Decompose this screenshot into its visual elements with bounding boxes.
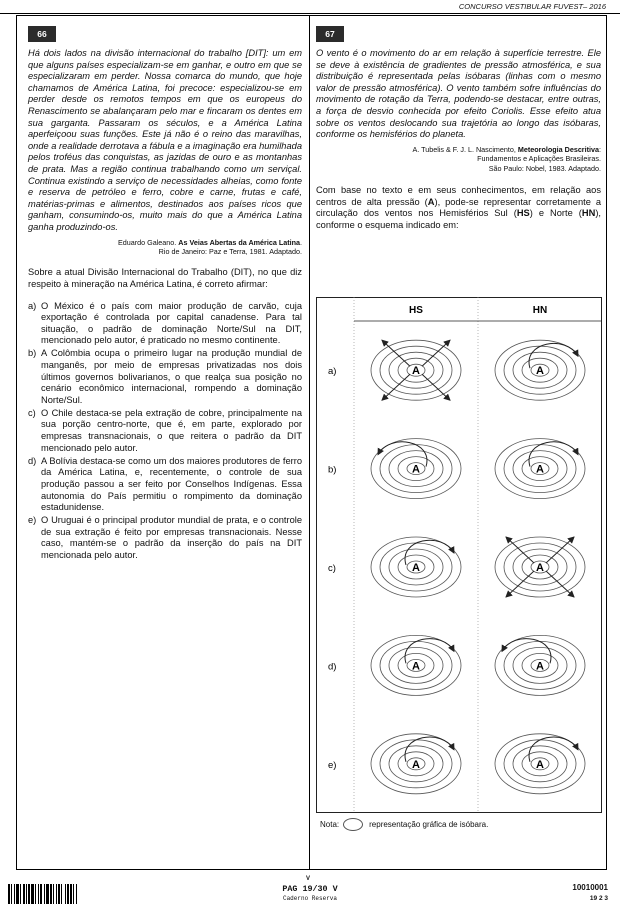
- option-letter: d): [28, 455, 37, 466]
- row-label: b): [328, 464, 337, 476]
- option-letter: b): [28, 348, 37, 359]
- question-66: [28, 48, 302, 563]
- exam-subcode: 19 2 3: [589, 895, 608, 902]
- high-pressure-label: A: [536, 365, 544, 378]
- stem-hn: HN: [581, 208, 596, 219]
- q67-reference: A. Tubelis & F. J. L. Nascimento, Meteorologia Descritiva: Fundamentos e Aplicações Brasileiras. São Paulo: Nobel, 1983. Adaptado.: [412, 144, 601, 173]
- isobar-legend-icon: [343, 818, 363, 831]
- high-pressure-label: A: [536, 463, 544, 476]
- q66-options: [28, 301, 302, 562]
- high-pressure-label: A: [412, 660, 420, 673]
- q66-option-b: [28, 348, 302, 406]
- option-text: O Uruguai é o principal produtor mundial de prata, e o controle de sua extração é feito por empresas transnacionais. Nesse caso, mantém-se o padrão da inserção do país na DIT mencionada pelo autor.: [41, 515, 302, 560]
- column-header-hs: HS: [409, 305, 423, 316]
- high-pressure-label: A: [536, 660, 544, 673]
- stem-text: ), pode-se representar corretamente a circulação dos ventos nos Hemisférios Sul (: [316, 196, 601, 219]
- stem-text: ), conforme o esquema indicado em:: [316, 208, 601, 230]
- q66-ref-line2: Rio de Janeiro: Paz e Terra, 1981. Adaptado.: [158, 246, 302, 256]
- page-number: PAG 19/30 V: [282, 884, 338, 894]
- diagram-svg: [316, 297, 602, 813]
- column-divider: [309, 15, 310, 870]
- q66-ref-author: Eduardo Galeano.: [117, 237, 177, 247]
- row-label: e): [328, 759, 337, 771]
- question-66-number: 66: [28, 26, 56, 42]
- exam-code: 10010001: [572, 883, 608, 892]
- q67-stem: [316, 185, 601, 231]
- high-pressure-label: A: [536, 562, 544, 574]
- option-letter: a): [28, 300, 37, 311]
- header-rule: [0, 13, 620, 14]
- q66-option-e: [28, 515, 302, 561]
- q66-stem: Sobre a atual Divisão Internacional do Trabalho (DIT), no que diz respeito à mineração na América Latina, é correto afirmar:: [28, 267, 302, 289]
- caderno-label: Caderno Reserva: [282, 895, 337, 902]
- q66-option-c: [28, 408, 302, 454]
- q66-option-d: [28, 456, 302, 514]
- option-text: O Chile destaca-se pela extração de cobre, principalmente na sua porção centro-norte, que é, em parte, explorado por empresas transnacionais, o que reitera o padrão da DIT mencionado pelo autor.: [41, 407, 302, 453]
- high-pressure-label: A: [412, 365, 420, 378]
- high-pressure-label: A: [536, 758, 544, 771]
- row-label: d): [328, 661, 337, 673]
- high-pressure-label: A: [412, 562, 420, 574]
- q67-ref-title: Meteorologia Descritiva: [517, 144, 599, 154]
- note-label: Nota:: [320, 820, 340, 829]
- stem-text: Com base no texto e em seus conhecimentos, em relação aos centros de alta pressão (: [316, 184, 601, 207]
- stem-a: A: [427, 196, 435, 207]
- q66-quote: Há dois lados na divisão internacional do trabalho [DIT]: um em que alguns países especializam-se em ganhar, e outro em que se especializaram em perder. Nossa comarca do mundo, que hoje chamamos de América Latina, foi precoce: especializou-se em perder desde os remotos tempos em que os europeus do Renascimento se abalançaram pelo mar e fincaram os dentes em sua garganta. Passaram os séculos, e a América Latina aperfeiçoou suas funções. Este já não é o reino das maravilhas, onde a realidade derrotava a fábula e a imaginação era humilhada pelos troféus das conquistas, as jazidas de ouro e as montanhas de prata. Mas a região continua trabalhando como um serviçal. Continua existindo a serviço de necessidades alheias, como fonte e reserva de petróleo e ferro, cobre e carne, frutas e café, matérias-primas e alimentos, destinados aos países ricos que ganham, consumindo-os, muito mais do que a América Latina ganha produzindo-os.: [28, 48, 302, 232]
- option-text: A Bolívia destaca-se como um dos maiores produtores de ferro da América Latina, e, recentemente, o controle de sua produção passou a ser feito por Conselhos Indígenas. Essa autonomia do País permitiu o rompimento da dominação estadunidense.: [41, 455, 302, 513]
- footer-v-mark: V: [306, 876, 311, 882]
- row-label: a): [328, 366, 337, 378]
- q67-ref-line3: São Paulo: Nobel, 1983. Adaptado.: [488, 163, 601, 173]
- q67-ref-author: A. Tubelis & F. J. L. Nascimento,: [412, 144, 516, 154]
- high-pressure-label: A: [412, 758, 420, 771]
- diagram-border: [317, 298, 602, 813]
- q67-quote: O vento é o movimento do ar em relação à superfície terrestre. Ele se deve à existência de gradientes de pressão atmosférica, e sua distribuição é representada pelas isóbaras (linhas com o mesmo valor de pressão atmosférica). O vento também sofre influências do movimento de rotação da Terra, podendo-se destacar, entre outras, a força de desvio conhecida por efeito Coriolis. Esse efeito atua sobre os ventos deslocando sua trajetória ao longo das isóbaras, conforme os hemisférios do planeta.: [316, 48, 601, 140]
- row-label: c): [328, 563, 336, 574]
- exam-title: CONCURSO VESTIBULAR FUVEST– 2016: [458, 2, 606, 11]
- stem-hs: HS: [516, 208, 530, 219]
- q66-reference: Eduardo Galeano. As Veias Abertas da América Latina. Rio de Janeiro: Paz e Terra, 1981. Adaptado.: [117, 237, 302, 256]
- question-67: [316, 48, 601, 231]
- q66-option-a: [28, 301, 302, 347]
- option-letter: e): [28, 515, 37, 526]
- q67-ref-line2: Fundamentos e Aplicações Brasileiras.: [477, 154, 601, 164]
- column-header-hn: HN: [532, 305, 548, 316]
- option-letter: c): [28, 407, 36, 418]
- q66-ref-title: As Veias Abertas da América Latina: [178, 237, 300, 247]
- note-text: representação gráfica de isóbara.: [369, 820, 489, 829]
- high-pressure-label: A: [412, 463, 420, 476]
- option-text: O México é o país com maior produção de carvão, cuja exportação é controlada por capital canadense. Para tal situação, o padrão de dominação Norte/Sul na DIT, mencionado pelo autor, é praticado no mesmo continente.: [41, 300, 302, 346]
- stem-text: ) e Norte (: [529, 208, 582, 219]
- option-text: A Colômbia ocupa o primeiro lugar na produção mundial de manganês, por meio de empresas privatizadas nos dois últimos governos bolivarianos, o que realça sua posição no cenário econômico internacional, rompendo a dominação Norte/Sul.: [41, 348, 302, 405]
- wind-circulation-diagram: [316, 297, 602, 813]
- diagram-note: [320, 818, 488, 831]
- question-67-number: 67: [316, 26, 344, 42]
